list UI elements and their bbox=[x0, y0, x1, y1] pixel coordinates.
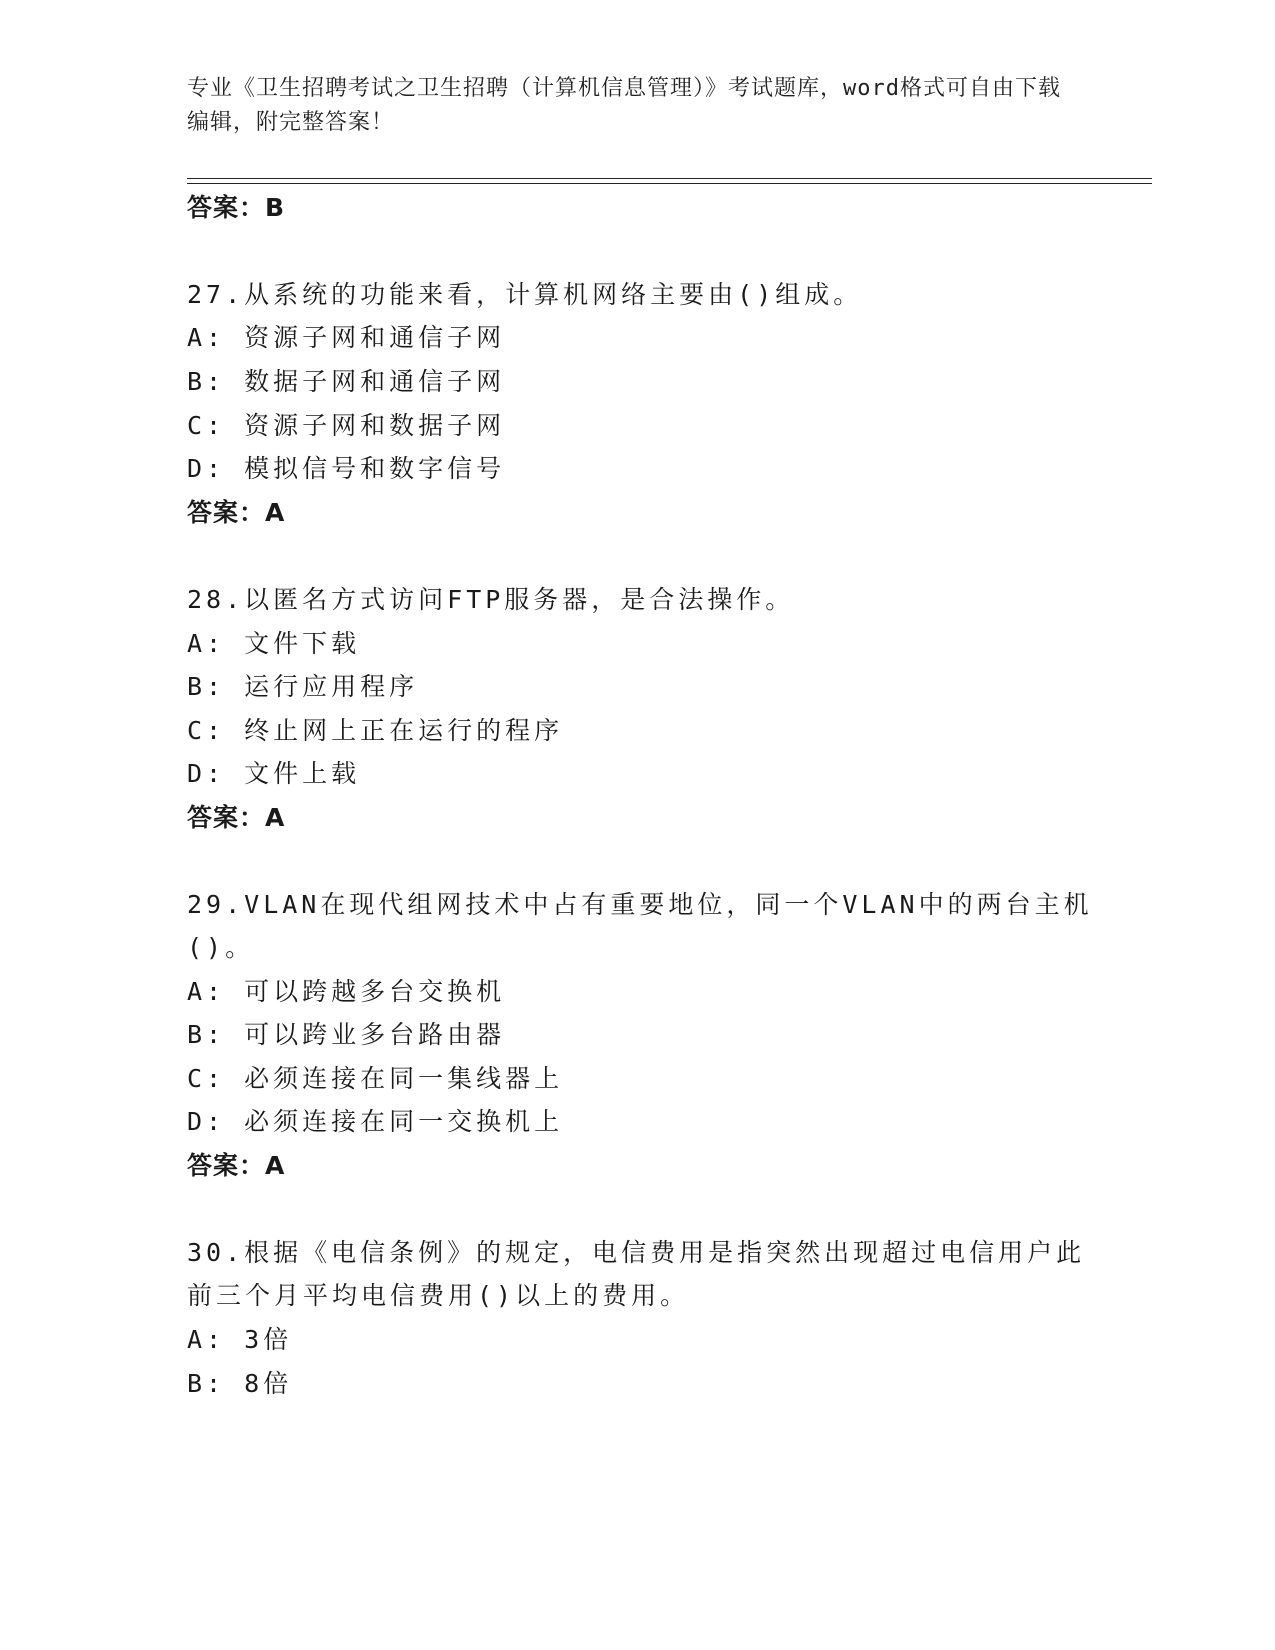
question-27-answer: 答案：A bbox=[187, 498, 286, 527]
question-27-stem: 27.从系统的功能来看，计算机网络主要由()组成。 bbox=[187, 280, 863, 309]
question-29-option-c: C: 必须连接在同一集线器上 bbox=[187, 1064, 564, 1093]
question-29-option-a: A: 可以跨越多台交换机 bbox=[187, 977, 506, 1006]
question-29-option-b: B: 可以跨业多台路由器 bbox=[187, 1020, 506, 1049]
header-divider-top bbox=[187, 178, 1152, 179]
question-30-option-b: B: 8倍 bbox=[187, 1369, 293, 1398]
question-29-option-d: D: 必须连接在同一交换机上 bbox=[187, 1107, 564, 1136]
question-29-answer: 答案：A bbox=[187, 1151, 286, 1180]
question-28-option-d: D: 文件上载 bbox=[187, 759, 361, 788]
question-30-stem-line-1: 30.根据《电信条例》的规定，电信费用是指突然出现超过电信用户此 bbox=[187, 1238, 1086, 1267]
question-27-option-c: C: 资源子网和数据子网 bbox=[187, 411, 506, 440]
question-28-option-c: C: 终止网上正在运行的程序 bbox=[187, 716, 564, 745]
question-30-option-a: A: 3倍 bbox=[187, 1325, 293, 1354]
question-27-option-b: B: 数据子网和通信子网 bbox=[187, 367, 506, 396]
question-29-stem-line-2: ()。 bbox=[187, 933, 255, 962]
previous-answer: 答案：B bbox=[187, 193, 286, 222]
question-30-stem-line-2: 前三个月平均电信费用()以上的费用。 bbox=[187, 1281, 690, 1310]
document-header: 专业《卫生招聘考试之卫生招聘（计算机信息管理）》考试题库，word格式可自由下载编辑，附完整答案！ bbox=[187, 76, 1061, 135]
question-28-option-b: B: 运行应用程序 bbox=[187, 672, 419, 701]
question-29-stem-line-1: 29.VLAN在现代组网技术中占有重要地位，同一个VLAN中的两台主机 bbox=[187, 890, 1093, 919]
question-28-option-a: A: 文件下载 bbox=[187, 629, 361, 658]
question-27-option-a: A: 资源子网和通信子网 bbox=[187, 323, 506, 352]
question-28-stem: 28.以匿名方式访问FTP服务器，是合法操作。 bbox=[187, 585, 795, 614]
header-divider-bottom bbox=[187, 183, 1152, 184]
question-27-option-d: D: 模拟信号和数字信号 bbox=[187, 454, 506, 483]
question-28-answer: 答案：A bbox=[187, 803, 286, 832]
